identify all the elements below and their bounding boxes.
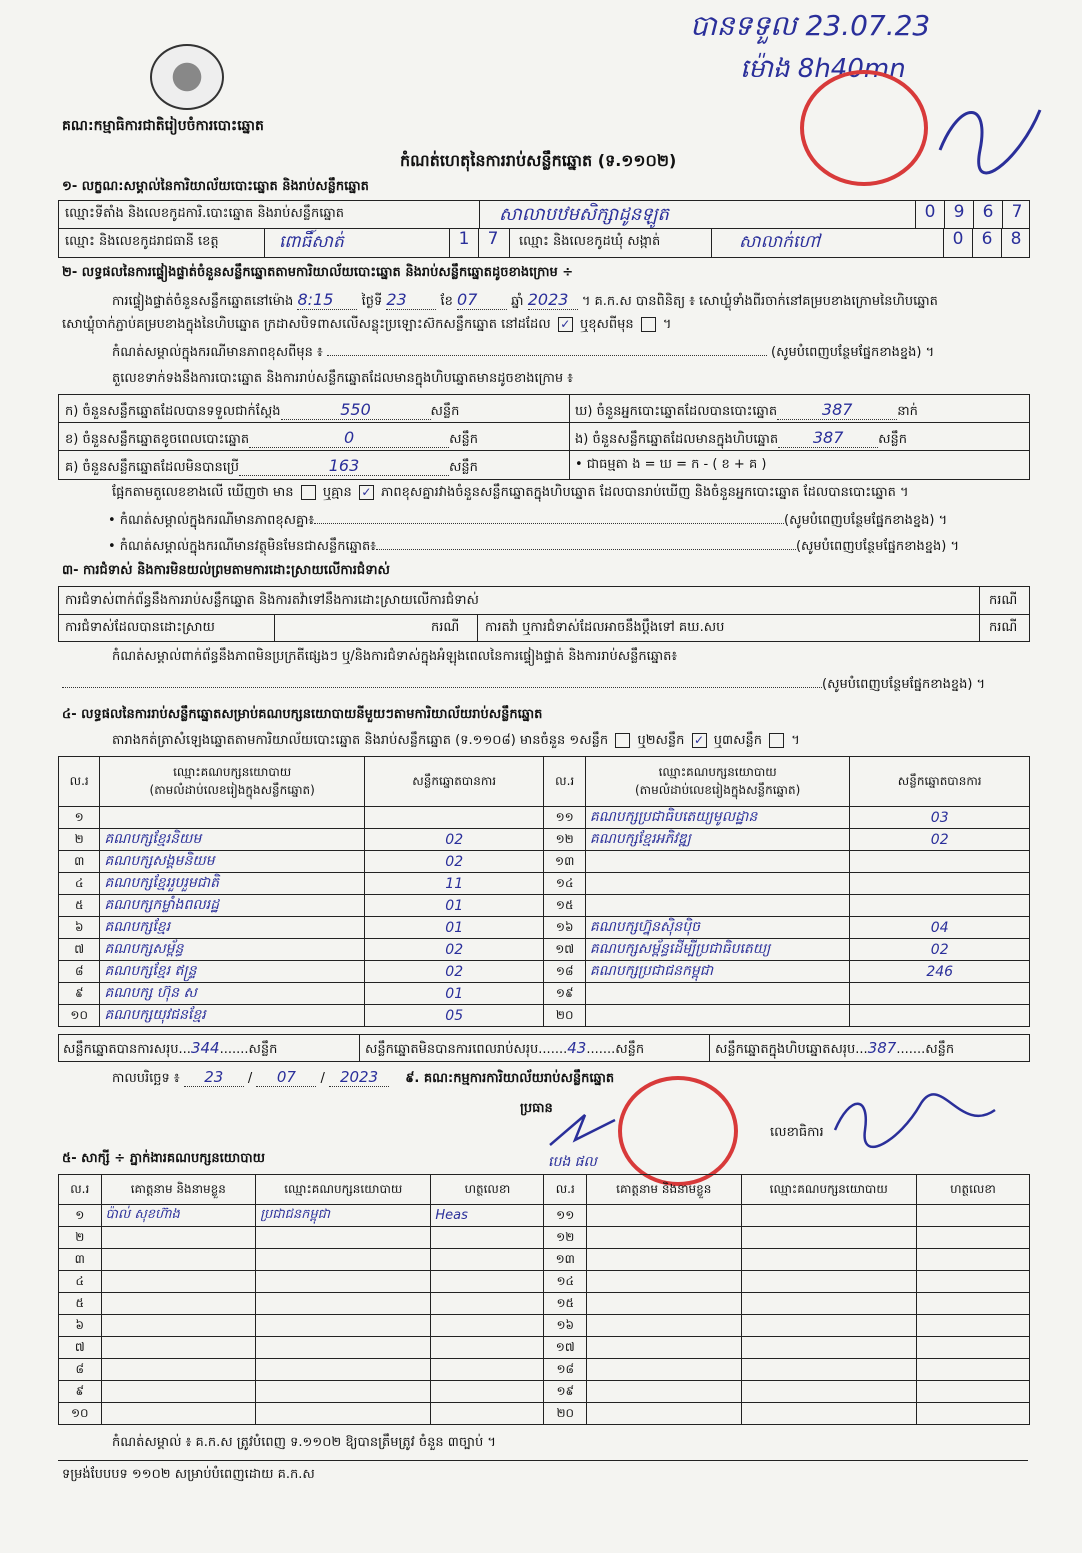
commission-name: គណ:កម្មាធិការជាតិរៀបចំការបោះឆ្នោត [62,118,264,134]
table-row [59,917,1030,939]
table-cell: 02 [364,851,544,873]
figures-lead: តួលេខទាក់ទងនឹងការបោះឆ្នោត និងការរាប់សន្លឹកឆ្នោតដែលមានក្នុងហិបឆ្នោតមានដូចខាងក្រោម ៖ [112,371,573,386]
table-cell: ១២ [544,1227,587,1249]
table-cell: 02 [364,829,544,851]
compare-line: ផ្អែកតាមតួលេខខាងលើ ឃើញថា មាន ឬគ្មាន ✓ ភាពខុសគ្នារវាងចំនួនសន្លឹកឆ្នោតក្នុងហិបឆ្នោត ដែលបានរាប់ឃើញ និងចំនួនអ្នកបោះឆ្នោត ដែលបានបោះឆ្នោត ។ [112,485,909,500]
commune-value: សាលាក់ហៅ [739,232,820,252]
date-line: កាលបរិច្ឆេទ ៖ 23 / 07 / 2023 ៩. គណ:កម្មការការិយាល័យរាប់សន្លឹកឆ្នោត [112,1068,615,1086]
table-cell: ៦ [59,1315,102,1337]
table-cell [850,851,1030,873]
table-cell: ១៧ [544,1337,587,1359]
table-cell: ១៩ [544,1381,587,1403]
table-cell: ១ [59,1205,102,1227]
official-stamp-bottom [618,1076,738,1186]
table-cell: គណបក្សខ្មែរអភិវឌ្ឍ [585,829,850,851]
table-cell: ២០ [544,1403,587,1425]
table-cell: ៨ [59,1359,102,1381]
totals-row [58,1034,1030,1062]
table-cell: ៧ [59,939,100,961]
table-cell [916,1381,1029,1403]
complaints-appeal: ការតវ៉ា ឬការជំទាស់ដែលអាចនឹងប្តឹងទៅ គឃ.សប [485,620,725,635]
table-cell [916,1205,1029,1227]
page-title: កំណត់ហេតុនៃការរាប់សន្លឹកឆ្នោត (ទ.១១០២) [400,151,677,170]
section5-heading: ៥- សាក្សី ÷ ភ្នាក់ងារគណបក្សនយោបាយ [62,1151,265,1166]
table-row [59,1359,1030,1381]
chair-label: ប្រធាន [520,1101,553,1116]
table-cell: 02 [364,939,544,961]
formula: • ជាធម្មតា ង = ឃ = ក - ( ខ + គ ) [575,457,767,472]
table-row [59,873,1030,895]
table-row [59,807,1030,829]
irregular-remark: កំណត់សម្គាល់ពាក់ព័ន្ធនឹងភាពមិនប្រក្រតីផ្សេងៗ ឬ/និងការជំទាស់ក្នុងអំឡុងពេលនៃការផ្ទៀងផ្ទាត់ និងការរាប់សន្លឹកឆ្នោត៖ [112,649,678,664]
table-cell: គណបក្សយុវជនខ្មែរ [100,1005,365,1027]
table-row [59,1337,1030,1359]
table-cell [256,1315,431,1337]
location-value: សាលាបឋមសិក្សាដូនឡូត [499,204,669,225]
province-code: 1 7 [449,228,507,257]
table-cell: ៧ [59,1337,102,1359]
section1-heading: ១- លក្ខណ:សម្គាល់នៃការិយាល័យបោះឆ្នោត និងរាប់សន្លឹកឆ្នោត [62,179,369,194]
table-cell: 01 [364,895,544,917]
table-cell [101,1337,256,1359]
table-cell [587,1381,742,1403]
table-cell: ១១ [544,807,585,829]
table-cell: ១០ [59,1005,100,1027]
case-unit-1: ករណី [989,593,1018,608]
table-cell [256,1271,431,1293]
spoiled-ballots: ខ) ចំនួនសន្លឹកឆ្នោតខូចពេលបោះឆ្នោត 0 សន្លឹក [65,428,478,447]
table-cell [587,1359,742,1381]
table-cell [256,1293,431,1315]
secretary-signature [830,1090,1000,1150]
table-cell [364,807,544,829]
table-cell [587,1249,742,1271]
nec-logo [150,44,224,110]
table-cell [916,1359,1029,1381]
voters-count: ឃ) ចំនួនអ្នកបោះឆ្នោតដែលបានបោះឆ្នោត 387 នាក់ [575,400,918,419]
time-note: ម៉ោង 8h40mn [740,54,906,84]
table-cell [431,1381,544,1403]
table-row [59,1005,1030,1027]
table-cell: ១៨ [544,1359,587,1381]
official-stamp-top [800,70,928,186]
table-row [59,1381,1030,1403]
irregular-remark-line: (សូមបំពេញបន្ថែមផ្នែកខាងខ្នង) ។ [62,676,985,695]
changed-checkbox[interactable] [641,317,656,332]
table-cell: ១០ [59,1403,102,1425]
table-cell [256,1381,431,1403]
table-cell [431,1227,544,1249]
table-cell: ២ [59,829,100,851]
table-cell [850,1005,1030,1027]
irregular-note: កំណត់សម្គាល់ក្នុងករណីមានភាពខុសពីមុន ៖ (សូមបំពេញបន្ថែមផ្នែកខាងខ្នង) ។ [112,345,935,360]
table-cell [587,1315,742,1337]
table-cell [587,1227,742,1249]
diff-note: • កំណត់សម្គាល់ក្នុងករណីមានភាពខុសគ្នា៖ (សូមបំពេញបន្ថែមផ្នែកខាងខ្នង) ។ [108,513,948,528]
table-row [59,961,1030,983]
table-cell: គណបក្ស ហ៊ុន ស [100,983,365,1005]
section4-heading: ៤- លទ្ធផលនៃការរាប់សន្លឹកឆ្នោតសម្រាប់គណបក្សនយោបាយនីមួយៗតាមការិយាល័យរាប់សន្លឹកឆ្នោត [62,707,543,722]
table-cell [101,1293,256,1315]
table-cell: គណបក្សខ្មែរ ឥន្ទ្រ [100,961,365,983]
table-row [59,983,1030,1005]
table-cell [100,807,365,829]
table-cell: ១៣ [544,851,585,873]
table-cell [916,1227,1029,1249]
table-cell [587,1271,742,1293]
table-cell: ៨ [59,961,100,983]
unused-ballots: គ) ចំនួនសន្លឹកឆ្នោតដែលមិនបានប្រើ 163 សន្លឹក [65,456,478,475]
table-cell [741,1293,916,1315]
table-cell [587,1337,742,1359]
location-code: 0 9 6 7 [915,201,1031,228]
total-valid: សន្លឹកឆ្នោតបានការសរុប...344.......សន្លឹក [63,1039,278,1057]
table-cell [101,1403,256,1425]
table-cell [431,1359,544,1381]
table-cell: 02 [850,829,1030,851]
complaints-resolved: ការជំទាស់ដែលបានដោះស្រាយ [65,620,215,635]
province-label: ឈ្មោះ និងលេខកូដរាជធានី ខេត្ត [65,234,219,249]
table-cell [741,1227,916,1249]
table-cell: ៥ [59,895,100,917]
table-cell [256,1403,431,1425]
sheet-count-line: តារាងកត់ត្រាសំឡេងឆ្នោតតាមការិយាល័យបោះឆ្នោត និងរាប់សន្លឹកឆ្នោត (ទ.១១០៨) មានចំនួន ១សន្លឹក ឬ២សន្លឹក ✓ ឬ៣សន្លឹក ។ [112,733,800,748]
table-cell: ១២ [544,829,585,851]
table-cell: ២០ [544,1005,585,1027]
table-row [59,1271,1030,1293]
table-cell: ៥ [59,1293,102,1315]
table-cell [585,895,850,917]
table-cell: គណបក្សខ្មែរ [100,917,365,939]
total-invalid: សន្លឹកឆ្នោតមិនបានការពេលរាប់សរុប.......43.......សន្លឹក [365,1039,645,1057]
table-cell: ៦ [59,917,100,939]
diff-yes-checkbox[interactable] [301,485,316,500]
table-cell [850,873,1030,895]
table-cell: ៤ [59,1271,102,1293]
table-cell: ១៣ [544,1249,587,1271]
table-cell: ៩ [59,983,100,1005]
table-cell [585,1005,850,1027]
table-cell: 01 [364,917,544,939]
table-cell [916,1271,1029,1293]
total-box: សន្លឹកឆ្នោតក្នុងហិបឆ្នោតសរុប...387.......សន្លឹក [715,1039,955,1057]
commune-label: ឈ្មោះ និងលេខកូដឃុំ សង្កាត់ [519,234,661,249]
chair-name: បេង ផល [548,1154,597,1170]
table-cell: 01 [364,983,544,1005]
unchanged-checkbox[interactable]: ✓ [558,317,573,332]
table-cell [431,1271,544,1293]
table-cell: ១៤ [544,873,585,895]
table-cell [256,1227,431,1249]
table-cell [916,1337,1029,1359]
table-row [59,1315,1030,1337]
table-cell [101,1381,256,1403]
table-cell [587,1403,742,1425]
table-cell: ២ [59,1227,102,1249]
table-cell [585,983,850,1005]
form-footer: ទម្រង់បែបបទ ១១០២ សម្រាប់បំពេញដោយ គ.ក.ស [62,1467,315,1482]
table-cell [585,873,850,895]
table-row [59,1403,1030,1425]
table-cell: ៣ [59,1249,102,1271]
table-cell [587,1205,742,1227]
received-note: បានទទួល 23.07.23 [690,9,931,42]
table-cell [585,851,850,873]
table-cell: ១៩ [544,983,585,1005]
table-cell: គណបក្សសង្គមនិយម [100,851,365,873]
table-cell: ១៨ [544,961,585,983]
chair-signature [545,1110,625,1150]
table-cell [431,1315,544,1337]
section2-heading: ២- លទ្ធផលនៃការផ្ទៀងផ្ទាត់ចំនួនសន្លឹកឆ្នោតតាមការិយាល័យបោះឆ្នោត និងរាប់សន្លឹកឆ្នោតដូចខាងក្រោម ÷ [62,265,574,280]
table-row [59,1293,1030,1315]
table-cell: 05 [364,1005,544,1027]
table-cell [431,1249,544,1271]
table-cell [101,1359,256,1381]
footnote: កំណត់សម្គាល់ ៖ គ.ក.ស ត្រូវបំពេញ ទ.១១០២ ឱ្យបានត្រឹមត្រូវ ចំនួន ៣ច្បាប់ ។ [112,1435,496,1450]
table-cell [916,1403,1029,1425]
table-cell: គណបក្សសម្ព័ន្ធ [100,939,365,961]
box-ballots: ង) ចំនួនសន្លឹកឆ្នោតដែលមានក្នុងហិបឆ្នោត 387 សន្លឹក [575,428,908,447]
table-cell: ១៤ [544,1271,587,1293]
table-row [59,1227,1030,1249]
three-sheets-checkbox[interactable] [769,733,784,748]
table-cell [850,983,1030,1005]
table-cell [256,1337,431,1359]
table-cell: គណបក្សប្រជាជនកម្ពុជា [585,961,850,983]
table-cell [850,895,1030,917]
table-cell [916,1293,1029,1315]
table-cell [101,1271,256,1293]
table-cell: ១៥ [544,1293,587,1315]
table-cell [741,1271,916,1293]
location-label: ឈ្មោះទីតាំង និងលេខកូដការិ.បោះឆ្នោត និងរាប់សន្លឹកឆ្នោត [65,206,344,221]
signature-top [930,90,1050,180]
table-cell: ៣ [59,851,100,873]
table-cell: 03 [850,807,1030,829]
table-row [59,895,1030,917]
table-cell: 02 [364,961,544,983]
table-cell [916,1249,1029,1271]
secretary-label: លេខាធិការ [770,1125,824,1140]
table-cell [741,1315,916,1337]
table-cell: 02 [850,939,1030,961]
two-sheets-checkbox[interactable]: ✓ [692,733,707,748]
table-cell [916,1315,1029,1337]
table-cell [256,1359,431,1381]
table-cell: គណបក្សហ្វ៊ុនស៊ិនប៉ិច [585,917,850,939]
table-cell: ១៦ [544,1315,587,1337]
table-cell [101,1227,256,1249]
table-cell: ១១ [544,1205,587,1227]
one-sheet-checkbox[interactable] [615,733,630,748]
table-cell: 11 [364,873,544,895]
table-cell: ៩ [59,1381,102,1403]
figures-box [58,394,1030,480]
table-row [59,1249,1030,1271]
table-cell: 246 [850,961,1030,983]
table-cell: គណបក្សខ្មែរនិយម [100,829,365,851]
table-cell: ១៦ [544,917,585,939]
commune-code: 0 6 8 [943,228,1030,257]
verify-line-2: សោឃ្លុំចាក់ភ្ជាប់គម្របខាងក្នុងនៃហិបឆ្នោត ក្រដាសបិទពាសលើសន្លុះប្រឡោះស៊កសន្លឹកឆ្នោត នៅដដែល ✓ ឬខុសពីមុន ។ [62,317,672,332]
table-cell [741,1359,916,1381]
table-row [59,1205,1030,1227]
table-row [59,829,1030,851]
results-table: ល.រ ឈ្មោះគណបក្សនយោបាយ (តាមលំដាប់លេខរៀងក្នុងសន្លឹកឆ្នោត) សន្លឹកឆ្នោតបានការ ល.រ ឈ្មោះគណបក្សនយោបាយ (តាមលំដាប់លេខរៀងក្នុងសន្លឹកឆ្នោត) សន្លឹកឆ្នោតបានការ ១ ១១ គណបក្សប្រជាធិបតេយ្យមូលដ្ឋាន 03 ២ គណបក្សខ្មែរនិយម 02 ១២ គណបក្សខ្មែរអភិវឌ្ឍ 02 ៣ គណបក្សសង្គមនិយម 02 ១៣ ៤ គណបក្សខ្មែររួបរួមជាតិ 11 ១៤ ៥ គណបក្សកម្លាំងពលរដ្ឋ 01 ១៥ ៦ គណបក្សខ្មែរ 01 ១៦ គណបក្សហ្វ៊ុនស៊ិនប៉ិច 04 ៧ គណបក្សសម្ព័ន្ធ 02 ១៧ គណបក្សសម្ព័ន្ធដើម្បីប្រជាធិបតេយ្យ 02 ៨ គណបក្សខ្មែរ ឥន្ទ្រ 02 ១៨ គណបក្សប្រជាជនកម្ពុជា 246 ៩ គណបក្ស ហ៊ុន ស 01 ១៩ ១០ គណបក្សយុវជនខ្មែរ 05 ២០ [58,756,1030,1027]
witness-table: ល.រ គោត្តនាម និងនាមខ្លួន ឈ្មោះគណបក្សនយោបាយ ហត្ថលេខា ល.រ គោត្តនាម និងនាមខ្លួន ឈ្មោះគណបក្សនយោបាយ ហត្ថលេខា ១ ប៉ាល់ សុខហ៊ាង ប្រជាជនកម្ពុជា Heas ១១ ២ ១២ ៣ ១៣ ៤ ១៤ ៥ ១៥ ៦ ១៦ ៧ ១៧ ៨ ១៨ ៩ ១៩ ១០ ២០ [58,1174,1030,1425]
table-cell: 04 [850,917,1030,939]
table-cell [741,1381,916,1403]
table-row [59,851,1030,873]
table-cell [431,1337,544,1359]
table-cell [741,1337,916,1359]
table-cell: ៤ [59,873,100,895]
case-unit-3: ករណី [989,620,1018,635]
table-cell [101,1315,256,1337]
received-ballots: ក) ចំនួនសន្លឹកឆ្នោតដែលបានទទួលជាក់ស្តែង 550 សន្លឹក [65,400,460,419]
complaints-row1: ការជំទាស់ពាក់ព័ន្ធនឹងការរាប់សន្លឹកឆ្នោត និងការតវ៉ាទៅនឹងការដោះស្រាយលើការជំទាស់ [65,593,479,608]
complaints-box [58,586,1030,642]
table-cell [741,1403,916,1425]
table-cell [256,1249,431,1271]
table-cell: Heas [431,1205,544,1227]
province-value: ពោធិ៍សាត់ [279,232,344,252]
table-cell: ១៥ [544,895,585,917]
table-row [59,939,1030,961]
table-cell [741,1249,916,1271]
table-cell [741,1205,916,1227]
table-cell: ១ [59,807,100,829]
table-cell: ១៧ [544,939,585,961]
foreign-note: • កំណត់សម្គាល់ក្នុងករណីមានវត្ថុមិនមែនជាសន្លឹកឆ្នោត៖ (សូមបំពេញបន្ថែមផ្នែកខាងខ្នង) ។ [108,539,960,554]
table-cell: គណបក្សសម្ព័ន្ធដើម្បីប្រជាធិបតេយ្យ [585,939,850,961]
table-cell: គណបក្សប្រជាធិបតេយ្យមូលដ្ឋាន [585,807,850,829]
table-cell [431,1293,544,1315]
section1-box [58,200,1030,258]
table-cell: គណបក្សខ្មែររួបរួមជាតិ [100,873,365,895]
table-cell [587,1293,742,1315]
table-cell: គណបក្សកម្លាំងពលរដ្ឋ [100,895,365,917]
diff-no-checkbox[interactable]: ✓ [359,485,374,500]
case-unit-2: ករណី [431,620,460,635]
table-cell [101,1249,256,1271]
verify-line-1: ការផ្ទៀងផ្ទាត់ចំនួនសន្លឹកឆ្នោតនៅម៉ោង 8:15 ថ្ងៃទី 23 ខែ 07 ឆ្នាំ 2023 ។ គ.ក.ស បានពិនិត្យ ៖ សោឃ្លុំទាំងពីរចាក់នៅគម្របខាងក្រោមនៃហិបឆ្នោត [112,290,938,309]
table-cell: ប៉ាល់ សុខហ៊ាង [101,1205,256,1227]
section3-heading: ៣- ការជំទាស់ និងការមិនយល់ព្រមតាមការដោះស្រាយលើការជំទាស់ [62,563,390,578]
table-cell [431,1403,544,1425]
table-cell: ប្រជាជនកម្ពុជា [256,1205,431,1227]
